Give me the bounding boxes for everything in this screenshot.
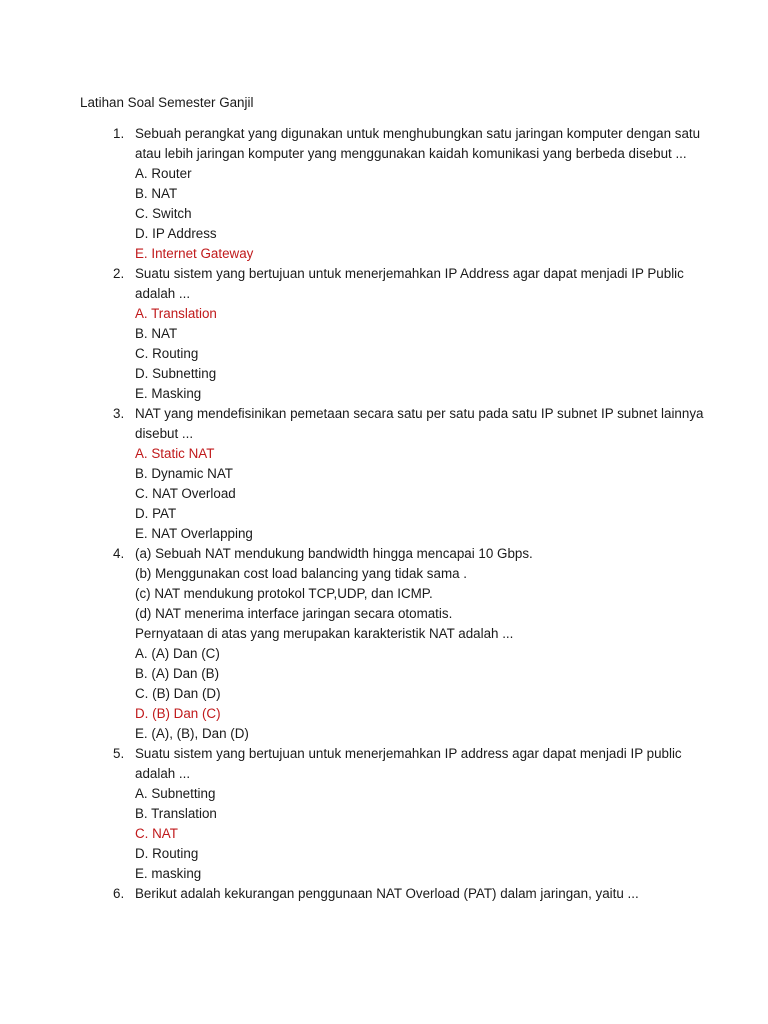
- answer-option: C. NAT Overload: [135, 486, 236, 501]
- answer-option: B. NAT: [135, 186, 178, 201]
- answer-option: C. (B) Dan (D): [135, 686, 221, 701]
- question-text-line: (d) NAT menerima interface jaringan secara otomatis.: [135, 606, 453, 621]
- question-item: [0, 544, 675, 744]
- question-number: 4.: [113, 546, 125, 561]
- answer-option: B. (A) Dan (B): [135, 666, 220, 681]
- question-number: 6.: [113, 886, 125, 901]
- question-item: [0, 264, 684, 404]
- answer-option: A. (A) Dan (C): [135, 646, 220, 661]
- question-list: [0, 124, 768, 904]
- question-text-line: Sebuah perangkat yang digunakan untuk menghubungkan satu jaringan komputer dengan satu: [135, 126, 701, 141]
- question-number: 5.: [113, 746, 125, 761]
- answer-option: E. (A), (B), Dan (D): [135, 726, 249, 741]
- answer-option: A. Subnetting: [135, 786, 216, 801]
- answer-option: D. IP Address: [135, 226, 217, 241]
- question-text-line: atau lebih jaringan komputer yang menggunakan kaidah komunikasi yang berbeda disebut ...: [135, 146, 687, 161]
- question-text-line: Pernyataan di atas yang merupakan karakteristik NAT adalah ...: [135, 626, 514, 641]
- question-item: [0, 124, 701, 264]
- answer-option: C. Switch: [135, 206, 192, 221]
- question-text-line: (b) Menggunakan cost load balancing yang tidak sama .: [135, 566, 467, 581]
- question-number: 3.: [113, 406, 125, 421]
- question-number: 2.: [113, 266, 125, 281]
- answer-option: B. NAT: [135, 326, 178, 341]
- answer-option: D. Subnetting: [135, 366, 217, 381]
- answer-option-correct: A. Translation: [135, 306, 217, 321]
- question-item: [0, 404, 704, 544]
- question-text-line: NAT yang mendefisinikan pemetaan secara satu per satu pada satu IP subnet IP subnet lainnya: [135, 406, 704, 421]
- question-item: [0, 884, 675, 904]
- question-text-line: (a) Sebuah NAT mendukung bandwidth hingga mencapai 10 Gbps.: [135, 546, 533, 561]
- answer-option: E. NAT Overlapping: [135, 526, 253, 541]
- answer-option: E. Masking: [135, 386, 202, 401]
- document-title: Latihan Soal Semester Ganjil: [80, 95, 254, 110]
- answer-option: D. PAT: [135, 506, 177, 521]
- answer-option: B. Dynamic NAT: [135, 466, 233, 481]
- question-text-line: Suatu sistem yang bertujuan untuk menerjemahkan IP Address agar dapat menjadi IP Public: [135, 266, 684, 281]
- question-text-line: adalah ...: [135, 766, 191, 781]
- answer-option-correct: A. Static NAT: [135, 446, 215, 461]
- question-text-line: Berikut adalah kekurangan penggunaan NAT Overload (PAT) dalam jaringan, yaitu ...: [135, 886, 639, 901]
- question-item: [0, 744, 682, 884]
- question-number: 1.: [113, 126, 125, 141]
- answer-option: C. Routing: [135, 346, 199, 361]
- answer-option: E. masking: [135, 866, 202, 881]
- answer-option-correct: C. NAT: [135, 826, 178, 841]
- question-text-line: Suatu sistem yang bertujuan untuk menerjemahkan IP address agar dapat menjadi IP public: [135, 746, 682, 761]
- question-text-line: (c) NAT mendukung protokol TCP,UDP, dan ICMP.: [135, 586, 433, 601]
- answer-option: D. Routing: [135, 846, 199, 861]
- answer-option: A. Router: [135, 166, 192, 181]
- answer-option: B. Translation: [135, 806, 217, 821]
- answer-option-correct: E. Internet Gateway: [135, 246, 254, 261]
- question-text-line: disebut ...: [135, 426, 194, 441]
- answer-option-correct: D. (B) Dan (C): [135, 706, 221, 721]
- question-text-line: adalah ...: [135, 286, 191, 301]
